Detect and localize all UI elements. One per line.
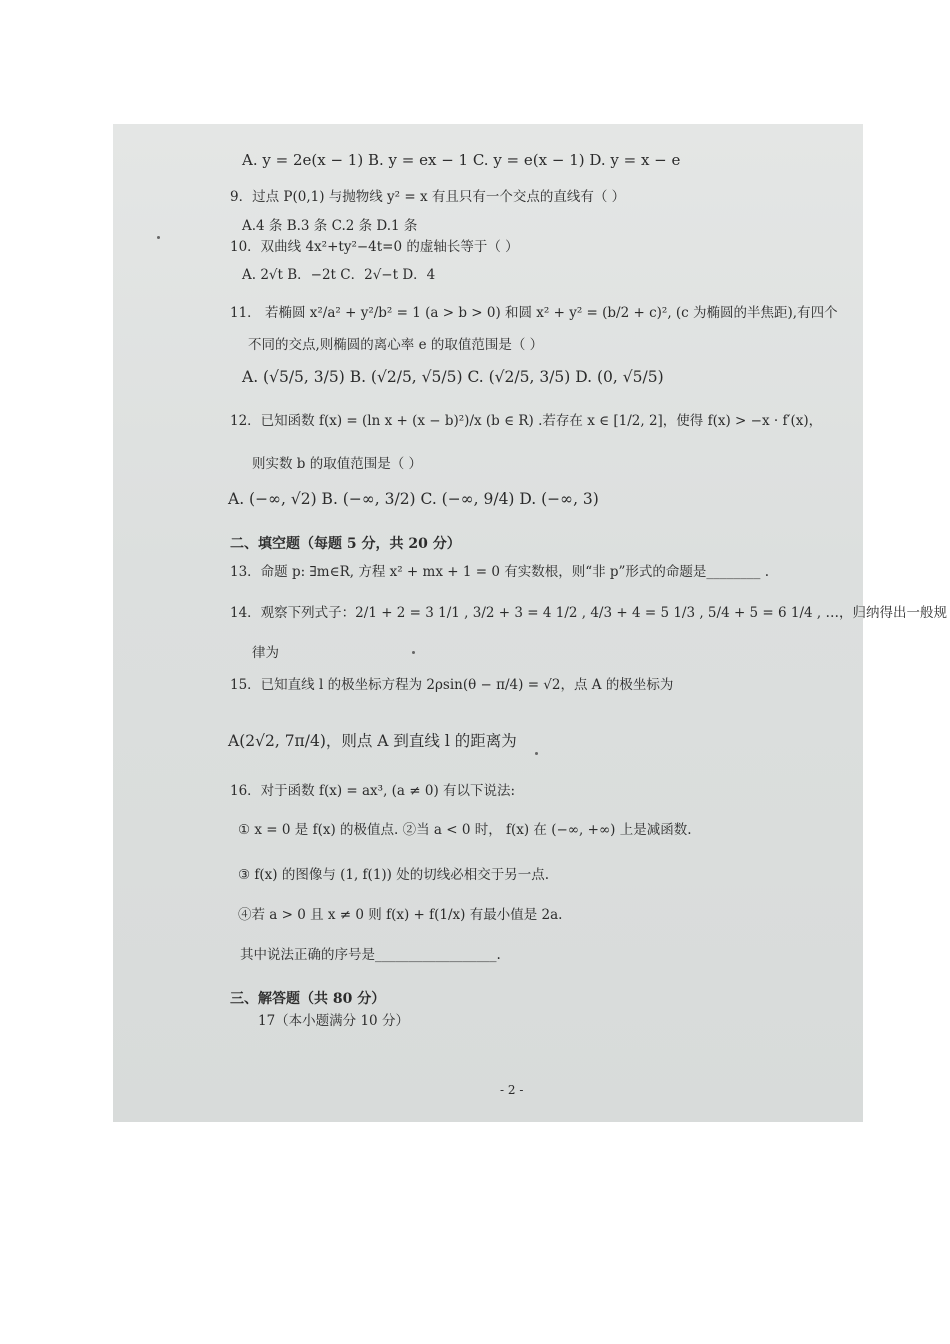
q15: 15．已知直线 l 的极坐标方程为 2ρsin(θ − π/4) = √2，点 A 的极坐标为: [230, 677, 674, 693]
q16-statements-1-2: ① x = 0 是 f(x) 的极值点. ②当 a < 0 时， f(x) 在 (−∞, +∞) 上是减函数.: [238, 822, 692, 838]
scan-speck: [157, 236, 160, 239]
scanned-exam-page: [113, 124, 863, 1122]
q11-stem: 11． 若椭圆 x²/a² + y²/b² = 1 (a > b > 0) 和圆 x² + y² = (b/2 + c)², (c 为椭圆的半焦距),有四个: [230, 305, 838, 321]
section-solution-heading: 三、解答题（共 80 分）: [230, 991, 386, 1007]
q9-options: A.4 条 B.3 条 C.2 条 D.1 条: [242, 218, 418, 234]
q16-answer-line: 其中说法正确的序号是__________________.: [240, 947, 501, 963]
q12-stem-cont: 则实数 b 的取值范围是（ ）: [252, 456, 423, 472]
q10-options: A. 2√t B．−2t C．2√−t D．4: [242, 267, 436, 283]
q16-stem: 16．对于函数 f(x) = ax³, (a ≠ 0) 有以下说法:: [230, 783, 516, 799]
q8-options: A. y = 2e(x − 1) B. y = ex − 1 C. y = e(x − 1) D. y = x − e: [242, 151, 681, 169]
q11-options: A. (√5/5, 3/5) B. (√2/5, √5/5) C. (√2/5, 3/5) D. (0, √5/5): [242, 368, 664, 386]
q10-stem: 10．双曲线 4x²+ty²−4t=0 的虚轴长等于（ ）: [230, 239, 519, 255]
q15-cont: A(2√2, 7π/4)，则点 A 到直线 l 的距离为: [228, 732, 517, 750]
page-number: - 2 -: [500, 1083, 524, 1097]
scan-speck: [535, 752, 538, 755]
section-fill-in-heading: 二、填空题（每题 5 分，共 20 分）: [230, 536, 461, 552]
q9-stem: 9．过点 P(0,1) 与抛物线 y² = x 有且只有一个交点的直线有（ ）: [230, 189, 626, 205]
q16-statement-4: ④若 a > 0 且 x ≠ 0 则 f(x) + f(1/x) 有最小值是 2a.: [238, 907, 563, 923]
scan-speck: [412, 651, 415, 654]
q11-stem-cont: 不同的交点,则椭圆的离心率 e 的取值范围是（ ）: [248, 337, 544, 353]
q12-options: A. (−∞, √2) B. (−∞, 3/2) C. (−∞, 9/4) D. (−∞, 3): [228, 490, 599, 508]
q12-stem: 12．已知函数 f(x) = (ln x + (x − b)²)/x (b ∈ R) .若存在 x ∈ [1/2, 2]，使得 f(x) > −x · f′(x)，: [230, 413, 823, 429]
q16-statement-3: ③ f(x) 的图像与 (1, f(1)) 处的切线必相交于另一点.: [238, 867, 550, 883]
q14-cont: 律为: [252, 645, 279, 661]
q14: 14．观察下列式子：2/1 + 2 = 3 1/1 , 3/2 + 3 = 4 1/2 , 4/3 + 4 = 5 1/3 , 5/4 + 5 = 6 1/4 , …，归纳得出一般规: [230, 605, 948, 621]
q13: 13．命题 p: ∃m∈R, 方程 x² + mx + 1 = 0 有实数根，则“非 p”形式的命题是________ .: [230, 564, 770, 580]
q17-heading: 17（本小题满分 10 分）: [258, 1013, 409, 1029]
